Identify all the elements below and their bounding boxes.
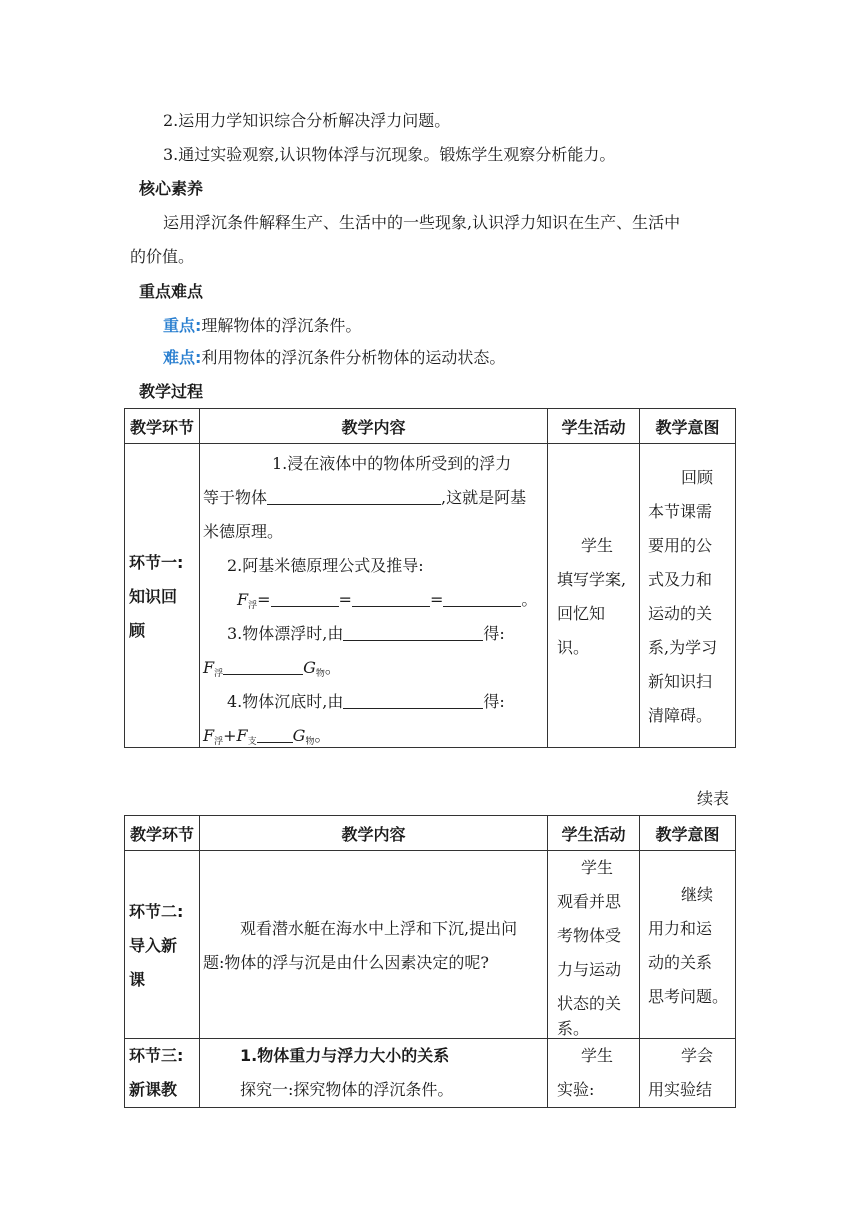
intent-line: 要用的公 xyxy=(648,536,713,555)
header-content: 教学内容 xyxy=(200,409,548,444)
difficult-point-line xyxy=(163,350,505,366)
fill-blank[interactable] xyxy=(352,592,430,607)
fill-blank[interactable] xyxy=(343,626,483,641)
content-line: 1.浸在液体中的物体所受到的浮力 xyxy=(272,454,512,473)
content-cell xyxy=(200,444,548,748)
activity-line: 学生 xyxy=(581,536,614,555)
activity-cell xyxy=(548,1039,640,1108)
fill-blank[interactable] xyxy=(257,728,293,743)
key-point-line xyxy=(163,318,361,334)
key-points-heading: 重点难点 xyxy=(139,282,204,301)
core-literacy-paragraph-line1: 运用浮沉条件解释生产、生活中的一些现象,认识浮力知识在生产、生活中 xyxy=(163,213,681,232)
fill-blank[interactable] xyxy=(343,694,483,709)
fill-blank[interactable] xyxy=(267,490,441,505)
activity-cell xyxy=(548,444,640,748)
content-line: 3.物体漂浮时,由 得: xyxy=(227,624,505,643)
teaching-process-table-continued xyxy=(124,815,736,1108)
intent-line: 本节课需 xyxy=(648,502,713,521)
header-content: 教学内容 xyxy=(200,816,548,851)
stage-line: 知识回 xyxy=(129,587,178,606)
teaching-process-heading: 教学过程 xyxy=(139,382,204,401)
fill-blank[interactable] xyxy=(223,660,303,675)
intent-line: 思考问题。 xyxy=(648,987,729,1006)
formula-line: $F_浮=$ = = 。 xyxy=(237,590,538,611)
content-line: 4.物体沉底时,由 得: xyxy=(227,692,505,711)
activity-line: 观看并思 xyxy=(557,892,622,911)
difficult-point-label: 难点: xyxy=(163,348,202,367)
content-line: 2.阿基米德原理公式及推导: xyxy=(227,556,424,575)
activity-cell xyxy=(548,851,640,1039)
activity-line: 回忆知 xyxy=(557,604,606,623)
intent-line: 学会 xyxy=(681,1046,714,1065)
content-cell xyxy=(200,851,548,1039)
intent-cell xyxy=(640,444,736,748)
intent-line: 动的关系 xyxy=(648,953,713,972)
header-stage: 教学环节 xyxy=(125,816,200,851)
stage-line: 环节一: xyxy=(129,553,184,572)
difficult-point-text: 利用物体的浮沉条件分析物体的运动状态。 xyxy=(201,348,506,367)
stage-cell xyxy=(125,851,200,1039)
formula-line: $F_浮$ $G_物$。 xyxy=(203,658,341,679)
activity-line: 状态的关 xyxy=(557,994,622,1013)
intent-line: 新知识扫 xyxy=(648,672,713,691)
stage-line: 环节二: xyxy=(129,902,184,921)
header-activity: 学生活动 xyxy=(548,409,640,444)
intent-line: 运动的关 xyxy=(648,604,713,623)
table-header-row xyxy=(125,816,736,851)
header-activity: 学生活动 xyxy=(548,816,640,851)
objective-item-2: 2.运用力学知识综合分析解决浮力问题。 xyxy=(163,111,451,130)
activity-line: 填写学案, xyxy=(557,570,627,589)
key-point-label: 重点: xyxy=(163,316,202,335)
key-point-text: 理解物体的浮沉条件。 xyxy=(201,316,362,335)
stage-line: 环节三: xyxy=(129,1046,184,1065)
activity-line: 系。 xyxy=(557,1019,590,1038)
intent-line: 回顾 xyxy=(681,468,714,487)
header-intent: 教学意图 xyxy=(640,816,736,851)
activity-line: 力与运动 xyxy=(557,960,622,979)
content-line: 探究一:探究物体的浮沉条件。 xyxy=(240,1080,454,1099)
header-intent: 教学意图 xyxy=(640,409,736,444)
intent-line: 用实验结 xyxy=(648,1080,713,1099)
activity-line: 识。 xyxy=(557,638,590,657)
objective-item-3: 3.通过实验观察,认识物体浮与沉现象。锻炼学生观察分析能力。 xyxy=(163,145,616,164)
intent-line: 继续 xyxy=(681,885,714,904)
intent-cell xyxy=(640,1039,736,1108)
stage-cell xyxy=(125,444,200,748)
activity-line: 考物体受 xyxy=(557,926,622,945)
table-header-row xyxy=(125,409,736,444)
activity-line: 学生 xyxy=(581,858,614,877)
intent-line: 清障碍。 xyxy=(648,706,713,725)
activity-line: 实验: xyxy=(557,1080,595,1099)
content-line: 观看潜水艇在海水中上浮和下沉,提出问 xyxy=(240,919,518,938)
content-cell xyxy=(200,1039,548,1108)
core-literacy-heading: 核心素养 xyxy=(139,179,204,198)
content-line: 米德原理。 xyxy=(203,522,284,541)
content-line: 等于物体 ,这就是阿基 xyxy=(203,488,527,507)
formula-line: $F_浮+F_支$ $G_物$。 xyxy=(203,726,331,747)
continued-table-label: 续表 xyxy=(697,789,730,808)
core-literacy-paragraph-line2: 的价值。 xyxy=(130,247,195,266)
content-line: 题:物体的浮与沉是由什么因素决定的呢? xyxy=(203,953,489,972)
table-row xyxy=(125,851,736,1039)
stage-line: 课 xyxy=(129,970,146,989)
content-bold-line: 1.物体重力与浮力大小的关系 xyxy=(240,1046,450,1065)
teaching-process-table xyxy=(124,408,736,748)
intent-line: 系,为学习 xyxy=(648,638,718,657)
header-stage: 教学环节 xyxy=(125,409,200,444)
stage-line: 新课教 xyxy=(129,1080,178,1099)
intent-cell xyxy=(640,851,736,1039)
table-row xyxy=(125,444,736,748)
activity-line: 学生 xyxy=(581,1046,614,1065)
stage-cell xyxy=(125,1039,200,1108)
stage-line: 导入新 xyxy=(129,936,178,955)
fill-blank[interactable] xyxy=(443,592,521,607)
fill-blank[interactable] xyxy=(271,592,339,607)
stage-line: 顾 xyxy=(129,621,146,640)
intent-line: 式及力和 xyxy=(648,570,713,589)
intent-line: 用力和运 xyxy=(648,919,713,938)
table-row xyxy=(125,1039,736,1108)
